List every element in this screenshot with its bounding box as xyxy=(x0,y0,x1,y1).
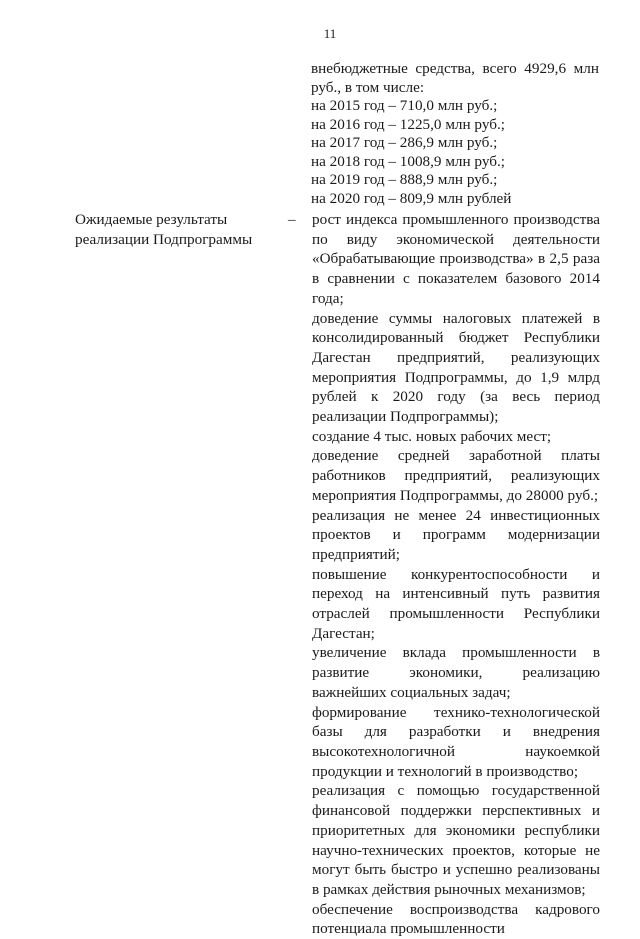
result-item: формирование технико-технологической базы для разработки и внедрения высокотехнологичной наукоемкой продукции и технологий в производство; xyxy=(312,703,600,780)
funding-intro: внебюджетные средства, всего 4929,6 млн руб., в том числе: xyxy=(311,60,599,96)
results-row-label: Ожидаемые результаты реализации Подпрограммы xyxy=(75,211,253,248)
funding-year-line: на 2018 год – 1008,9 млн руб.; xyxy=(311,152,505,170)
result-item: создание 4 тыс. новых рабочих мест; xyxy=(312,427,552,445)
result-item: доведение суммы налоговых платежей в консолидированный бюджет Республики Дагестан предприятий, реализующих мероприятия Подпрограммы, до 1,9 млрд рублей к 2020 году (за весь период реализации Подпрограммы); xyxy=(312,309,600,426)
result-item: реализация с помощью государственной финансовой поддержки перспективных и приоритетных для экономики республики научно-технических проектов, которые не могут быть быстро и успешно реализованы в рамках действия рыночных механизмов; xyxy=(312,782,600,898)
page-number: 11 xyxy=(323,26,337,41)
funding-year-line: на 2019 год – 888,9 млн руб.; xyxy=(311,171,498,188)
result-item: увеличение вклада промышленности в развитие экономики, реализацию важнейших социальных задач; xyxy=(312,644,600,701)
expected-results-list xyxy=(312,210,600,939)
result-item: доведение средней заработной платы работников предприятий, реализующих мероприятия Подпрограммы, до 28000 руб.; xyxy=(312,447,600,504)
funding-year-line: на 2020 год – 809,9 млн рублей xyxy=(311,189,512,207)
funding-block xyxy=(311,60,599,208)
funding-year-line: на 2016 год – 1225,0 млн руб.; xyxy=(311,115,505,133)
result-item: реализация не менее 24 инвестиционных проектов и программ модернизации предприятий; xyxy=(312,506,600,563)
result-item: обеспечение воспроизводства кадрового потенциала промышленности xyxy=(312,900,600,938)
row-dash: – xyxy=(288,211,296,228)
result-item: рост индекса промышленного производства по виду экономической деятельности «Обрабатывающие производства» в 2,5 раза в сравнении с показателем базового 2014 года; xyxy=(312,211,600,307)
result-item: повышение конкурентоспособности и переход на интенсивный путь развития отраслей промышленности Республики Дагестан; xyxy=(312,565,600,642)
funding-year-line: на 2017 год – 286,9 млн руб.; xyxy=(311,134,498,151)
funding-year-line: на 2015 год – 710,0 млн руб.; xyxy=(311,97,498,114)
